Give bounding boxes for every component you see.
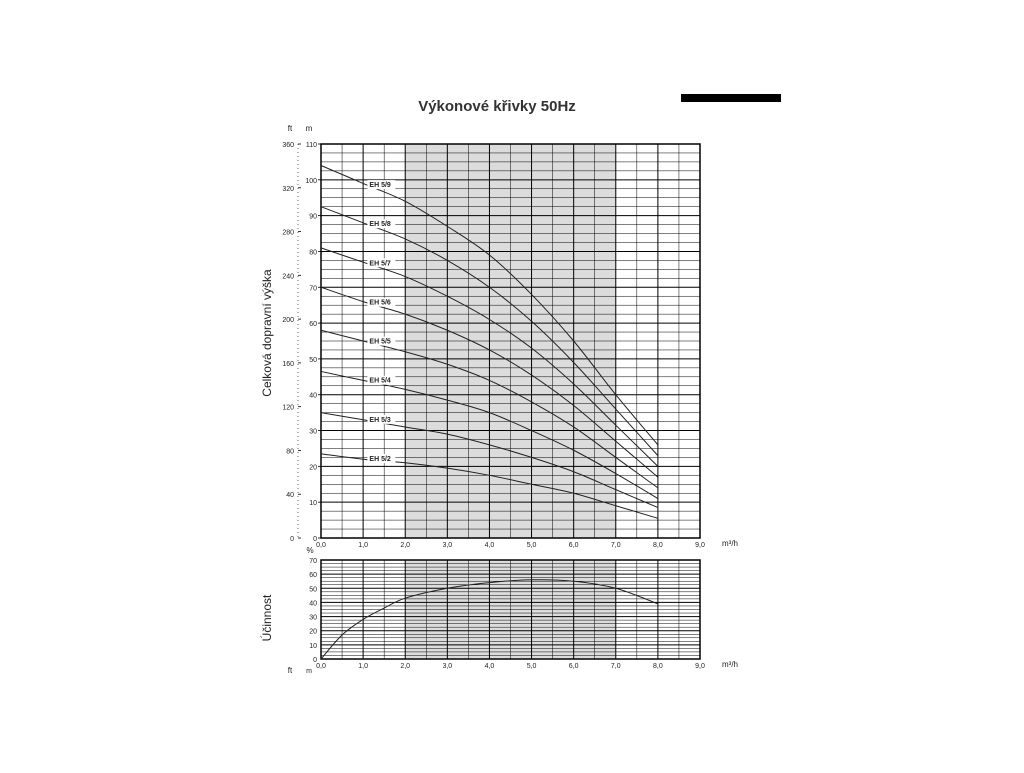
y-tick-label: 60: [309, 321, 317, 329]
x-tick-label: 1,0: [358, 663, 368, 670]
x-tick-label: 1,0: [358, 542, 368, 549]
ft-tick-label: 360: [282, 142, 294, 149]
efficiency-axis-label: Účinnost: [260, 594, 274, 642]
ft-tick-label: 240: [282, 273, 294, 281]
ft-tick-label: 200: [282, 317, 294, 325]
x-axis-unit: m³/h: [722, 660, 738, 669]
series-label: EH 5/6: [369, 299, 391, 307]
x-tick-label: 3,0: [442, 663, 453, 670]
ft-tick-label: 320: [282, 185, 294, 193]
ft-tick-label: 120: [282, 404, 294, 412]
efficiency-plot: [259, 546, 738, 675]
y-tick-label: 30: [309, 614, 317, 622]
x-tick-label: 6,0: [568, 663, 579, 670]
x-tick-label: 7,0: [610, 663, 621, 670]
y-tick-label: 30: [309, 428, 317, 436]
series-label: EH 5/2: [369, 456, 391, 464]
x-tick-label: 0,0: [316, 542, 326, 549]
y-tick-label: 50: [309, 586, 317, 594]
y-tick-label: 60: [309, 572, 317, 580]
x-tick-label: 5,0: [526, 542, 537, 549]
ft-tick-label: 80: [286, 448, 294, 456]
series-label: EH 5/4: [369, 377, 391, 385]
ft-tick-label: 280: [282, 229, 294, 237]
x-tick-label: 4,0: [484, 663, 495, 670]
y-tick-label: 0: [313, 657, 317, 664]
series-label: EH 5/7: [369, 260, 391, 268]
head-plot: [260, 124, 738, 549]
title-bar: [681, 94, 781, 102]
ft-tick-label: 40: [286, 492, 294, 500]
bottom-unit-m: m: [306, 668, 312, 675]
ft-tick-label: 160: [282, 360, 294, 368]
y-tick-label: 0: [313, 536, 317, 543]
x-tick-label: 5,0: [526, 663, 537, 670]
y-tick-label: 40: [309, 600, 317, 608]
y-tick-label: 20: [309, 628, 317, 636]
x-tick-label: 9,0: [695, 542, 705, 549]
series-label: EH 5/3: [369, 416, 391, 424]
bottom-unit-ft: ft: [287, 666, 293, 675]
x-tick-label: 8,0: [653, 663, 663, 670]
y-tick-label: 10: [309, 642, 317, 650]
series-label: EH 5/9: [369, 182, 391, 190]
x-tick-label: 6,0: [568, 542, 579, 549]
x-tick-label: 2,0: [400, 542, 411, 549]
y-unit-ft: ft: [287, 124, 293, 133]
y-tick-label: 80: [309, 249, 317, 257]
y-tick-label: 100: [305, 177, 317, 185]
y-unit-percent: %: [306, 546, 314, 555]
y-tick-label: 20: [309, 464, 317, 472]
y-tick-label: 110: [305, 142, 317, 149]
y-axis-label: Celková dopravní výška: [260, 269, 274, 397]
x-tick-label: 7,0: [610, 542, 621, 549]
x-tick-label: 9,0: [695, 663, 705, 670]
series-label: EH 5/8: [369, 221, 391, 229]
y-tick-label: 70: [309, 558, 317, 565]
y-tick-label: 70: [309, 285, 317, 293]
chart-title: Výkonové křivky 50Hz: [418, 98, 576, 115]
series-label: EH 5/5: [369, 338, 391, 346]
y-unit-m: m: [305, 124, 313, 133]
x-tick-label: 3,0: [442, 542, 453, 549]
x-axis-unit: m³/h: [722, 539, 738, 548]
x-tick-label: 4,0: [484, 542, 495, 549]
y-tick-label: 40: [309, 392, 317, 400]
x-tick-label: 0,0: [316, 663, 326, 670]
y-tick-label: 50: [309, 356, 317, 364]
y-tick-label: 10: [309, 500, 317, 508]
y-tick-label: 90: [309, 213, 317, 221]
x-tick-label: 2,0: [400, 663, 411, 670]
ft-tick-label: 0: [290, 536, 294, 543]
x-tick-label: 8,0: [653, 542, 663, 549]
